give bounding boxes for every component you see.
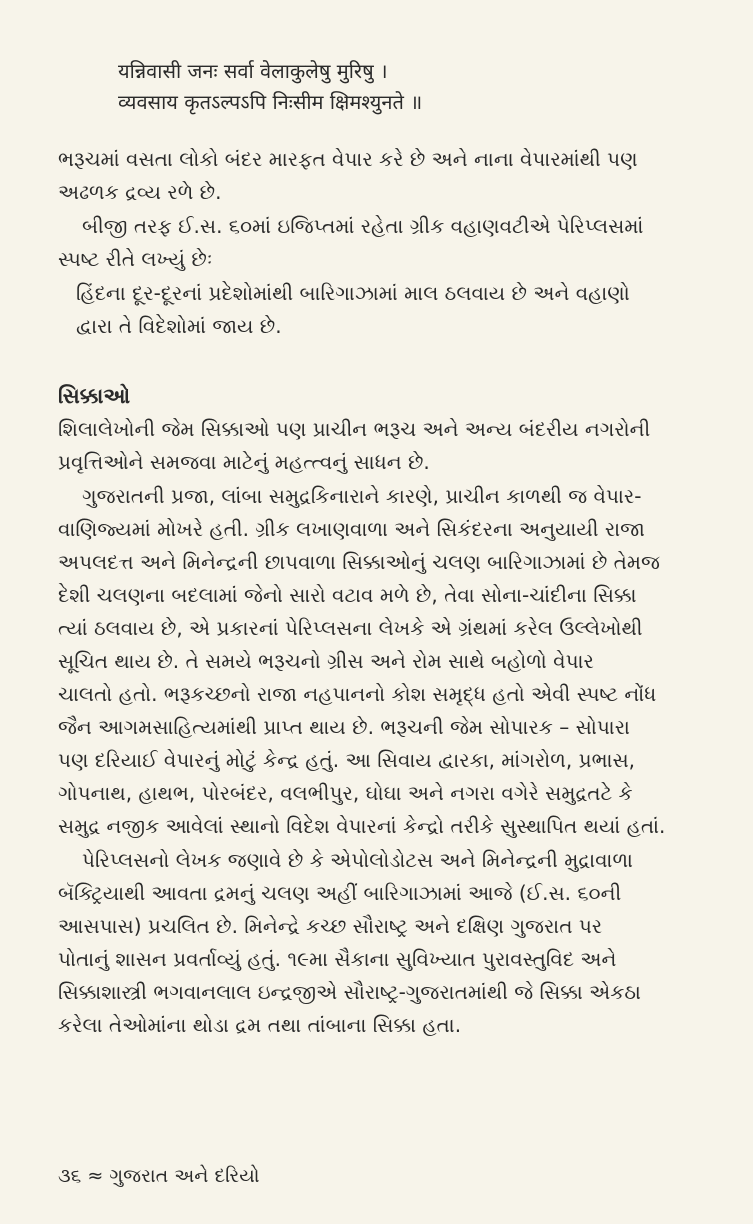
paragraph-line: સ્પષ્ટ રીતે લખ્યું છેઃ [58,247,213,271]
paragraph-line: પેરિપ્લસનો લેખક જણાવે છે કે એપોલોડોટસ અને મિનેન્દ્રની મુદ્રાવાળા [82,848,633,872]
paragraph-line: પણ દરિયાઈ વેપારનું મોટું કેન્દ્ર હતું. આ સિવાય દ્વારકા, માંગરોળ, પ્રભાસ, [58,748,636,772]
paragraph-line: વાણિજ્યમાં મોખરે હતી. ગ્રીક લખાણવાળા અને સિકંદરના અનુયાયી રાજા [58,517,645,541]
paragraph-line: સમુદ્ર નજીક આવેલાં સ્થાનો વિદેશ વેપારનાં કેન્દ્રો તરીકે સુસ્થાપિત થયાં હતાં. [58,814,666,838]
paragraph-line: ગુજરાતની પ્રજા, લાંબા સમુદ્રકિનારાને કારણે, પ્રાચીન કાળથી જ વેપાર- [82,484,642,508]
paragraph-line: સિક્કાશાસ્ત્રી ભગવાનલાલ ઇન્દ્રજીએ સૌરાષ્ટ્ર-ગુજરાતમાંથી જે સિક્કા એકઠા [58,980,641,1004]
quote-line: દ્વારા તે વિદેશોમાં જાય છે. [76,314,282,338]
paragraph-line: સૂચિત થાય છે. તે સમયે ભરૂચનો ગ્રીસ અને રોમ સાથે બહોળો વેપાર [58,649,594,673]
paragraph-line: બૅક્ટ્રિયાથી આવતા દ્રમનું ચલણ અહીં બારિગાઝામાં આજે (ઈ.સ. ૬૦ની [58,881,622,905]
page-footer: ૩૬ ≈ ગુજરાત અને દરિયો [58,1165,260,1187]
paragraph-line: દેશી ચલણના બદલામાં જેનો સારો વટાવ મળે છે, તેવા સોના-ચાંદીના સિક્કા [58,583,637,607]
paragraph-line: બીજી તરફ ઈ.સ. ૬૦માં ઇજિપ્તમાં રહેતા ગ્રીક વહાણવટીએ પેરિપ્લસમાં [82,214,644,238]
paragraph-line: પોતાનું શાસન પ્રવર્તાવ્યું હતું. ૧૯મા સૈકાના સુવિખ્યાત પુરાવસ્તુવિદ અને [58,947,617,971]
paragraph-line: આસપાસ) પ્રચલિત છે. મિનેન્દ્રે કચ્છ સૌરાષ્ટ્ર અને દક્ષિણ ગુજરાત પર [58,914,603,938]
sanskrit-verse-line-2: व्यवसाय कृतऽल्पऽपि निःसीम क्षिमश्युनते ॥ [118,90,423,114]
paragraph-line: ભરૂચમાં વસતા લોકો બંદર મારફત વેપાર કરે છે અને નાના વેપારમાંથી પણ [58,147,638,171]
sanskrit-verse-line-1: यन्निवासी जनः सर्वा वेलाकुलेषु मुरिषु । [118,59,388,83]
paragraph-line: ગોપનાથ, હાથભ, પોરબંદર, વલભીપુર, ઘોઘા અને નગરા વગેરે સમુદ્રતટે કે [58,781,633,805]
paragraph-line: શિલાલેખોની જેમ સિક્કાઓ પણ પ્રાચીન ભરૂચ અને અન્ય બંદરીય નગરોની [58,417,651,441]
paragraph-line: કરેલા તેઓમાંના થોડા દ્રમ તથા તાંબાના સિક્કા હતા. [58,1013,462,1037]
quote-line: હિંદના દૂર-દૂરનાં પ્રદેશોમાંથી બારિગાઝામાં માલ ઠલવાય છે અને વહાણો [76,281,630,305]
section-heading: સિક્કાઓ [58,384,131,408]
paragraph-line: ત્યાં ઠલવાય છે, એ પ્રકારનાં પેરિપ્લસના લેખકે એ ગ્રંથમાં કરેલ ઉલ્લેખોથી [58,616,643,640]
paragraph-line: અપલદત્ત અને મિનેન્દ્રની છાપવાળા સિક્કાઓનું ચલણ બારિગાઝામાં છે તેમજ [58,550,660,574]
paragraph-line: ચાલતો હતો. ભરૂકચ્છનો રાજા નહપાનનો કોશ સમૃદ્ધ હતો એવી સ્પષ્ટ નોંધ [58,682,657,706]
paragraph-line: જૈન આગમસાહિત્યમાંથી પ્રાપ્ત થાય છે. ભરૂચની જેમ સોપારક – સોપારા [58,715,630,739]
paragraph-line: અઢળક દ્રવ્ય રળે છે. [58,180,222,204]
paragraph-line: પ્રવૃત્તિઓને સમજવા માટેનું મહત્ત્વનું સાધન છે. [58,450,430,474]
